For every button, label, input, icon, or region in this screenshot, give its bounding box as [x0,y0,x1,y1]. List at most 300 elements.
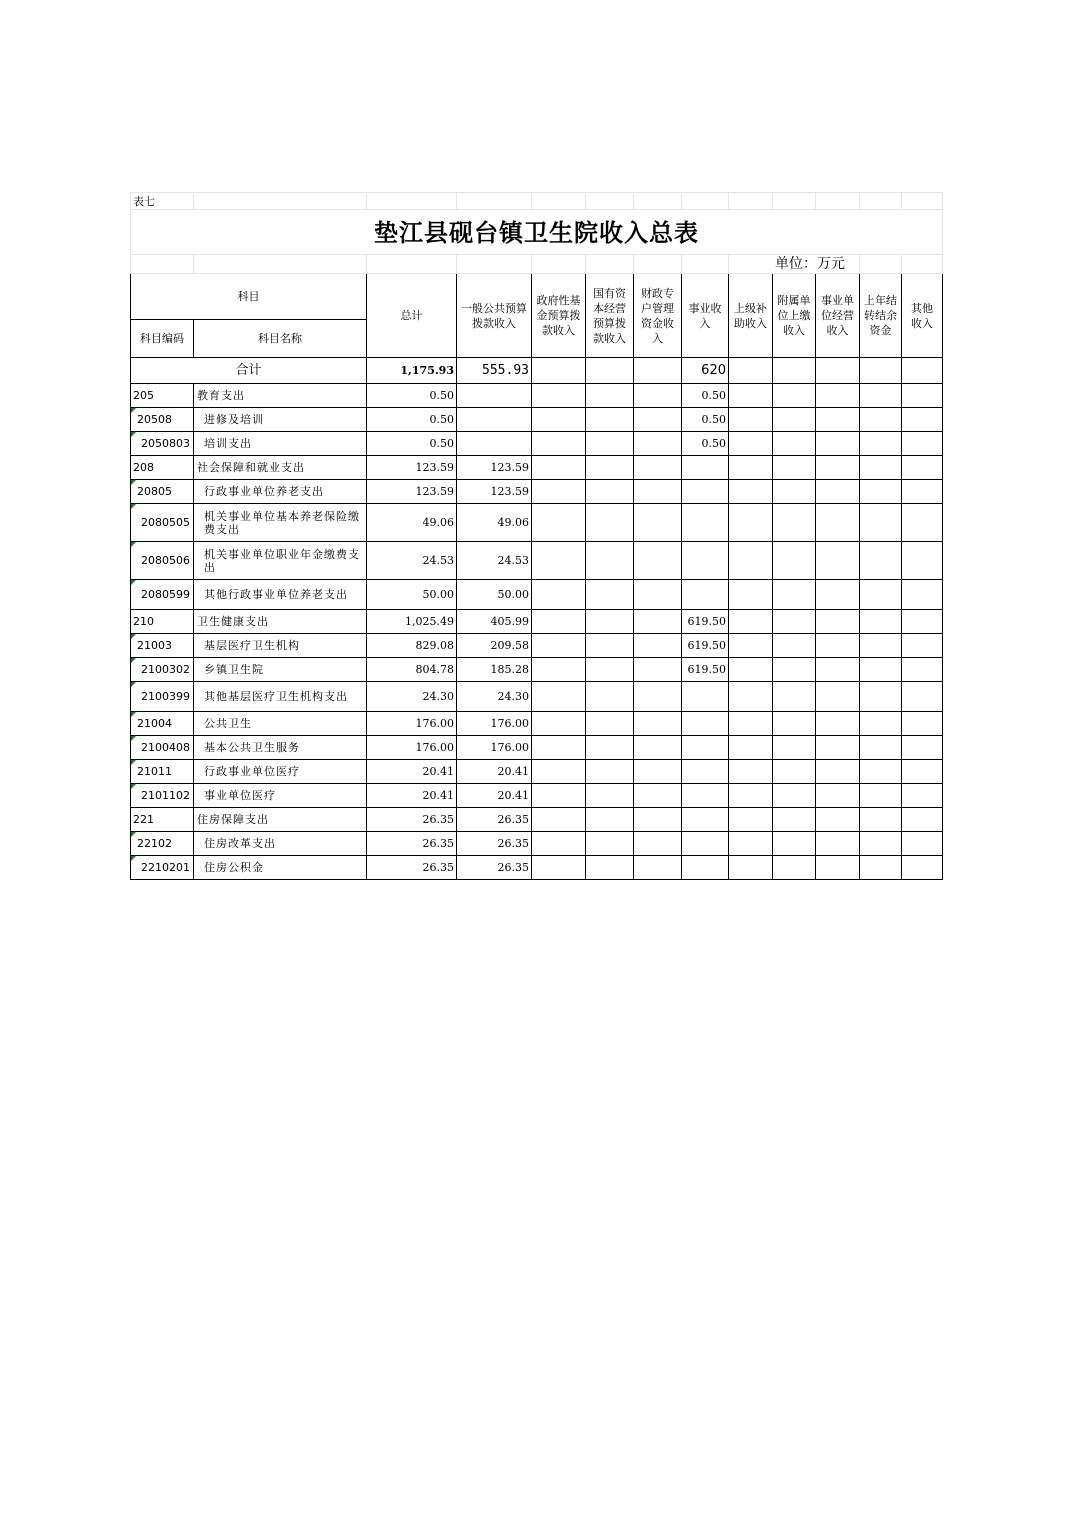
row-business-income [682,456,729,480]
table-row [131,736,943,760]
empty-cell [532,408,586,432]
empty-cell [773,736,816,760]
header-other-income: 其他收入 [902,274,943,358]
empty-cell [816,682,860,712]
row-code [131,542,194,580]
table-row [131,384,943,408]
row-business-income [682,832,729,856]
empty-cell [634,634,682,658]
empty-cell [902,456,943,480]
empty-cell [773,580,816,610]
empty-cell [532,432,586,456]
table-row [131,634,943,658]
cell-marker-icon [131,634,136,639]
total-business-income: 620 [682,358,729,384]
row-code [131,856,194,880]
total-total: 1,175.93 [367,358,457,384]
table-row [131,832,943,856]
empty-cell [532,610,586,634]
empty-cell [532,504,586,542]
row-code: 221 [131,808,194,832]
empty-cell [902,504,943,542]
empty-cell [773,682,816,712]
row-name: 进修及培训 [194,408,367,432]
empty-cell [729,456,773,480]
row-code: 208 [131,456,194,480]
empty-cell [532,658,586,682]
empty-cell [532,856,586,880]
empty-cell [816,808,860,832]
row-business-income [682,682,729,712]
table-row [131,580,943,610]
empty-cell [586,784,634,808]
cell-marker-icon [131,542,136,547]
table-row [131,542,943,580]
empty-cell [860,856,902,880]
table-row [131,456,943,480]
row-total: 0.50 [367,408,457,432]
row-code [131,658,194,682]
empty-cell [902,384,943,408]
empty-cell [586,832,634,856]
empty-cell [816,760,860,784]
empty-cell [816,856,860,880]
row-code [131,504,194,542]
empty-cell [729,760,773,784]
table-row [131,682,943,712]
empty-cell [586,856,634,880]
empty-cell [634,856,682,880]
empty-cell [773,808,816,832]
row-name: 卫生健康支出 [194,610,367,634]
empty-cell [729,682,773,712]
row-total: 24.53 [367,542,457,580]
empty-cell [902,760,943,784]
empty-cell [902,856,943,880]
row-general-budget: 24.30 [457,682,532,712]
row-general-budget [457,432,532,456]
empty-cell [860,384,902,408]
table-row [131,658,943,682]
empty-cell [816,432,860,456]
row-general-budget: 26.35 [457,856,532,880]
empty-cell [816,480,860,504]
table-row [131,610,943,634]
cell-marker-icon [131,504,136,509]
empty-cell [860,658,902,682]
row-total: 0.50 [367,432,457,456]
empty-cell [902,432,943,456]
row-general-budget: 49.06 [457,504,532,542]
row-name: 住房保障支出 [194,808,367,832]
empty-cell [902,808,943,832]
empty-cell [816,634,860,658]
empty-cell [729,384,773,408]
empty-cell [586,580,634,610]
total-label: 合计 [131,358,367,384]
cell-marker-icon [131,832,136,837]
row-name: 乡镇卫生院 [194,658,367,682]
table-row [131,408,943,432]
empty-cell [860,736,902,760]
row-general-budget: 20.41 [457,760,532,784]
empty-cell [773,856,816,880]
row-code-text: 20805 [137,485,172,498]
row-general-budget: 20.41 [457,784,532,808]
row-code [131,408,194,432]
row-code-text: 22102 [137,837,172,850]
empty-cell [586,736,634,760]
empty-cell [729,808,773,832]
empty-cell [586,432,634,456]
header-state-capital: 国有资本经营预算拨款收入 [586,274,634,358]
sheet-table [130,192,943,880]
empty-cell [532,712,586,736]
row-business-income [682,504,729,542]
row-business-income: 0.50 [682,384,729,408]
row-business-income [682,784,729,808]
empty-cell [860,504,902,542]
row-code-text: 20508 [137,413,172,426]
empty-cell [860,610,902,634]
empty-cell [816,832,860,856]
empty-cell [902,682,943,712]
row-general-budget [457,408,532,432]
row-name: 机关事业单位基本养老保险缴费支出 [194,504,367,542]
row-total: 20.41 [367,784,457,808]
empty-cell [860,712,902,736]
empty-cell [773,658,816,682]
row-total: 829.08 [367,634,457,658]
table-row [131,808,943,832]
row-total: 804.78 [367,658,457,682]
empty-cell [532,480,586,504]
row-total: 20.41 [367,760,457,784]
empty-cell [586,610,634,634]
table-row [131,856,943,880]
row-name: 基本公共卫生服务 [194,736,367,760]
row-total: 1,025.49 [367,610,457,634]
empty-cell [634,580,682,610]
empty-cell [902,784,943,808]
empty-cell [816,610,860,634]
empty-cell [532,760,586,784]
table-row [131,480,943,504]
row-name: 社会保障和就业支出 [194,456,367,480]
row-code [131,580,194,610]
row-business-income [682,736,729,760]
row-general-budget: 405.99 [457,610,532,634]
total-general-budget: 555.93 [457,358,532,384]
row-code-text: 2080505 [141,516,190,529]
row-code [131,760,194,784]
empty-cell [816,542,860,580]
empty-cell [860,580,902,610]
row-code [131,712,194,736]
empty-cell [532,542,586,580]
empty-cell [586,456,634,480]
empty-cell [634,456,682,480]
header-superior-subsidy: 上级补助收入 [729,274,773,358]
empty-cell [532,580,586,610]
empty-cell [532,682,586,712]
header-general-budget: 一般公共预算拨款收入 [457,274,532,358]
empty-cell [586,760,634,784]
cell-marker-icon [131,580,136,585]
empty-cell [902,408,943,432]
row-code [131,480,194,504]
empty-cell [729,408,773,432]
empty-cell [634,682,682,712]
row-name: 事业单位医疗 [194,784,367,808]
row-business-income [682,808,729,832]
empty-cell [634,432,682,456]
header-code: 科目编码 [131,320,194,358]
row-general-budget: 176.00 [457,736,532,760]
table-row [131,760,943,784]
empty-cell [773,384,816,408]
empty-cell [634,658,682,682]
empty-cell [773,456,816,480]
empty-cell [729,580,773,610]
empty-cell [773,634,816,658]
empty-cell [773,832,816,856]
empty-cell [586,658,634,682]
cell-marker-icon [131,432,136,437]
empty-cell [634,712,682,736]
unit-label: 单位：万元 [729,255,860,274]
empty-cell [860,784,902,808]
empty-cell [634,480,682,504]
empty-cell [860,808,902,832]
empty-cell [729,856,773,880]
empty-cell [902,712,943,736]
empty-cell [729,736,773,760]
row-total: 49.06 [367,504,457,542]
row-general-budget: 123.59 [457,480,532,504]
empty-cell [729,712,773,736]
cell-marker-icon [131,856,136,861]
row-business-income [682,856,729,880]
row-total: 26.35 [367,832,457,856]
row-general-budget: 50.00 [457,580,532,610]
row-general-budget: 123.59 [457,456,532,480]
row-code [131,634,194,658]
empty-cell [634,760,682,784]
table-row [131,504,943,542]
row-name: 住房改革支出 [194,832,367,856]
empty-cell [773,760,816,784]
cell-marker-icon [131,736,136,741]
empty-cell [860,456,902,480]
row-code-text: 2100408 [141,741,190,754]
empty-cell [634,408,682,432]
row-general-budget: 26.35 [457,832,532,856]
row-code-text: 21004 [137,717,172,730]
row-general-budget: 209.58 [457,634,532,658]
empty-cell [902,480,943,504]
header-subject: 科目 [131,274,367,320]
empty-cell [773,712,816,736]
total-row [131,358,943,384]
row-total: 176.00 [367,736,457,760]
empty-cell [532,832,586,856]
empty-cell [729,542,773,580]
row-name: 其他基层医疗卫生机构支出 [194,682,367,712]
empty-cell [860,542,902,580]
row-name: 住房公积金 [194,856,367,880]
table-row [131,784,943,808]
row-general-budget [457,384,532,408]
row-business-income: 619.50 [682,610,729,634]
empty-cell [729,832,773,856]
table-row [131,712,943,736]
row-code [131,682,194,712]
header-affiliated-unit: 附属单位上缴收入 [773,274,816,358]
empty-cell [634,610,682,634]
empty-cell [860,432,902,456]
row-total: 123.59 [367,456,457,480]
row-business-income [682,542,729,580]
table-body [131,358,943,880]
header-gov-fund: 政府性基金预算拨款收入 [532,274,586,358]
empty-cell [532,456,586,480]
header-business-operation: 事业单位经营收入 [816,274,860,358]
row-business-income: 619.50 [682,658,729,682]
header-name: 科目名称 [194,320,367,358]
empty-cell [816,384,860,408]
row-general-budget: 176.00 [457,712,532,736]
row-code-text: 2080506 [141,554,190,567]
empty-cell [634,384,682,408]
cell-marker-icon [131,712,136,717]
empty-cell [860,832,902,856]
row-code [131,832,194,856]
empty-cell [532,634,586,658]
empty-cell [586,480,634,504]
empty-cell [532,384,586,408]
row-general-budget: 26.35 [457,808,532,832]
empty-cell [773,610,816,634]
cell-marker-icon [131,480,136,485]
empty-cell [729,504,773,542]
empty-cell [816,408,860,432]
empty-cell [729,784,773,808]
row-code-text: 21011 [137,765,172,778]
empty-cell [634,542,682,580]
empty-cell [729,610,773,634]
empty-cell [586,634,634,658]
empty-cell [773,408,816,432]
sheet-label: 表七 [131,193,194,210]
table-row [131,432,943,456]
cell-marker-icon [131,682,136,687]
cell-marker-icon [131,658,136,663]
empty-cell [773,784,816,808]
header-business-income: 事业收入 [682,274,729,358]
row-business-income [682,480,729,504]
empty-cell [902,610,943,634]
row-name: 行政事业单位医疗 [194,760,367,784]
empty-cell [902,832,943,856]
row-name: 机关事业单位职业年金缴费支出 [194,542,367,580]
empty-cell [773,480,816,504]
empty-cell [532,808,586,832]
empty-cell [860,682,902,712]
income-summary-sheet [130,192,942,880]
empty-cell [634,736,682,760]
row-name: 基层医疗卫生机构 [194,634,367,658]
empty-cell [902,542,943,580]
cell-marker-icon [131,408,136,413]
empty-cell [860,408,902,432]
row-name: 公共卫生 [194,712,367,736]
row-code-text: 2210201 [141,861,190,874]
empty-cell [816,784,860,808]
row-total: 50.00 [367,580,457,610]
table-header [131,274,943,358]
empty-cell [773,542,816,580]
empty-cell [816,580,860,610]
row-name: 培训支出 [194,432,367,456]
empty-cell [816,456,860,480]
row-total: 0.50 [367,384,457,408]
cell-marker-icon [131,760,136,765]
empty-cell [634,808,682,832]
empty-cell [729,658,773,682]
row-code-text: 2100302 [141,663,190,676]
row-code-text: 21003 [137,639,172,652]
empty-cell [816,736,860,760]
empty-cell [816,504,860,542]
empty-cell [860,634,902,658]
empty-cell [773,432,816,456]
row-total: 123.59 [367,480,457,504]
header-total: 总计 [367,274,457,358]
page-title: 垫江县砚台镇卫生院收入总表 [131,210,943,255]
row-business-income: 0.50 [682,408,729,432]
empty-cell [860,760,902,784]
empty-cell [902,658,943,682]
empty-cell [634,832,682,856]
row-name: 教育支出 [194,384,367,408]
row-business-income [682,712,729,736]
empty-cell [586,712,634,736]
empty-cell [532,736,586,760]
empty-cell [816,712,860,736]
empty-cell [586,384,634,408]
empty-cell [586,504,634,542]
row-code-text: 2080599 [141,588,190,601]
empty-cell [586,682,634,712]
row-code-text: 2050803 [141,437,190,450]
empty-cell [729,480,773,504]
row-code: 205 [131,384,194,408]
row-code-text: 2101102 [141,789,190,802]
empty-cell [860,480,902,504]
empty-cell [773,504,816,542]
empty-cell [586,808,634,832]
empty-cell [729,432,773,456]
empty-cell [902,634,943,658]
row-business-income [682,580,729,610]
empty-cell [532,784,586,808]
row-code-text: 2100399 [141,690,190,703]
row-code [131,432,194,456]
empty-cell [816,658,860,682]
header-carryover: 上年结转结余资金 [860,274,902,358]
row-code [131,736,194,760]
